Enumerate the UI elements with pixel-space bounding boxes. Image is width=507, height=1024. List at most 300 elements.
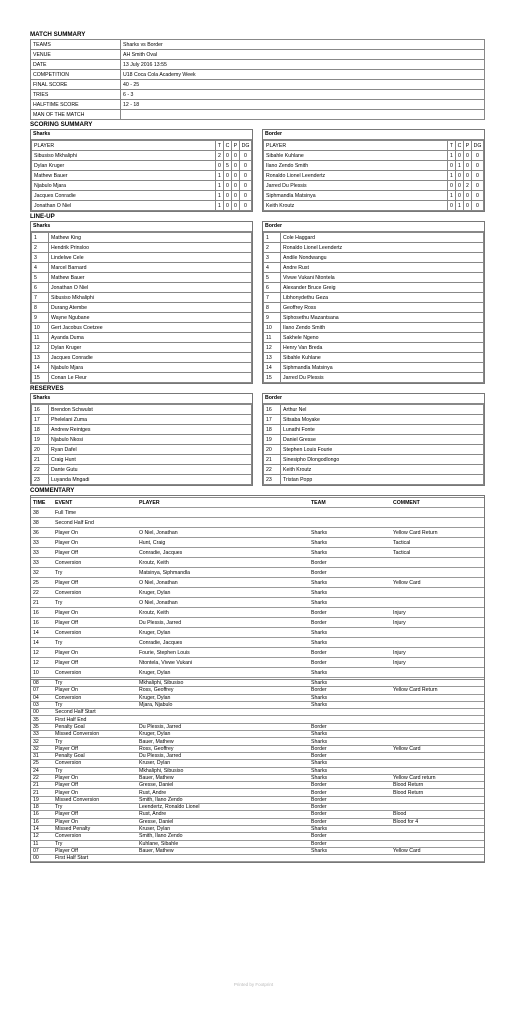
score-count: 0	[240, 171, 252, 181]
event-team: Border	[309, 752, 391, 759]
jersey-number: 1	[32, 233, 49, 243]
scoring-row	[264, 151, 484, 161]
jersey-number: 8	[32, 303, 49, 313]
section-title-reserves: RESERVES	[30, 385, 64, 392]
column-header: EVENT	[53, 498, 137, 508]
event-player: Du Plessis, Jarred	[137, 618, 309, 628]
event-type: Try	[53, 680, 137, 687]
section-title-lineup: LINE-UP	[30, 213, 55, 220]
event-comment: Blood for 4	[391, 818, 484, 825]
score-count: 0	[456, 191, 464, 201]
event-team: Border	[309, 840, 391, 847]
event-type: Missed Conversion	[53, 796, 137, 803]
event-time: 04	[31, 694, 53, 701]
event-player	[137, 709, 309, 716]
lineup-table	[263, 232, 484, 383]
lineup-row	[32, 323, 252, 333]
column-header: P	[232, 141, 240, 151]
event-type: Conversion	[53, 558, 137, 568]
score-count: 0	[472, 201, 484, 211]
commentary-header-row	[31, 498, 484, 508]
event-comment: Blood	[391, 811, 484, 818]
team-name: Sharks	[31, 130, 252, 140]
event-comment: Yellow Card	[391, 745, 484, 752]
reserves-table	[263, 404, 484, 485]
event-type: Player Off	[53, 658, 137, 668]
event-comment	[391, 668, 484, 678]
commentary-row	[31, 558, 484, 568]
lineup-row	[264, 343, 484, 353]
event-time: 24	[31, 767, 53, 774]
event-team	[309, 716, 391, 723]
event-time: 11	[31, 840, 53, 847]
player-name: Luyanda Mngadi	[49, 475, 252, 485]
event-player: Kruger, Dylan	[137, 628, 309, 638]
lineup-row	[32, 373, 252, 383]
event-team: Sharks	[309, 760, 391, 767]
jersey-number: 19	[264, 435, 281, 445]
event-player	[137, 508, 309, 518]
event-team: Sharks	[309, 638, 391, 648]
lineup-row	[32, 253, 252, 263]
jersey-number: 3	[32, 253, 49, 263]
event-time: 33	[31, 731, 53, 738]
jersey-number: 21	[32, 455, 49, 465]
event-type: Player Off	[53, 618, 137, 628]
player-name: Njabulo Mjara	[49, 363, 252, 373]
event-time: 25	[31, 578, 53, 588]
lineup-row	[264, 323, 484, 333]
event-time: 12	[31, 833, 53, 840]
event-team: Sharks	[309, 628, 391, 638]
lineup-row	[264, 273, 484, 283]
summary-value: U18 Coca Cola Academy Week	[121, 70, 485, 80]
scoring-row	[264, 181, 484, 191]
jersey-number: 13	[264, 353, 281, 363]
event-player: Rust, Andre	[137, 811, 309, 818]
summary-value: 12 - 18	[121, 100, 485, 110]
player-name: Sinesipho Dlongodlongo	[281, 455, 484, 465]
jersey-number: 5	[32, 273, 49, 283]
player-name: Mathew Bauer	[49, 273, 252, 283]
team-name: Sharks	[31, 394, 252, 404]
lineup-row	[32, 333, 252, 343]
event-time: 14	[31, 638, 53, 648]
lineup-team-panel	[262, 221, 485, 384]
score-count: 0	[464, 151, 472, 161]
jersey-number: 15	[32, 373, 49, 383]
event-comment	[391, 738, 484, 745]
event-type: Full Time	[53, 508, 137, 518]
player-name: Henry Van Breda	[281, 343, 484, 353]
lineup-row	[264, 283, 484, 293]
summary-value: 13 July 2016 13:55	[121, 60, 485, 70]
lineup-row	[264, 293, 484, 303]
lineup-row	[264, 253, 484, 263]
event-player: Smith, Ilano Zendo	[137, 796, 309, 803]
player-name: Ronaldo Lionel Leendertz	[281, 243, 484, 253]
event-time: 22	[31, 588, 53, 598]
column-header: T	[448, 141, 456, 151]
jersey-number: 1	[264, 233, 281, 243]
event-time: 21	[31, 789, 53, 796]
column-header: T	[216, 141, 224, 151]
score-count: 0	[464, 171, 472, 181]
event-type: Player Off	[53, 847, 137, 854]
player-name: Keith Kroutz	[281, 465, 484, 475]
summary-value	[121, 110, 485, 120]
player-name: Craig Hunt	[49, 455, 252, 465]
player-name: Stephen Louis Fourie	[281, 445, 484, 455]
event-comment: Yellow Card Return	[391, 687, 484, 694]
reserves-row	[32, 405, 252, 415]
event-player: Conradie, Jacques	[137, 548, 309, 558]
jersey-number: 14	[32, 363, 49, 373]
commentary-row	[31, 709, 484, 716]
event-comment: Injury	[391, 658, 484, 668]
column-header: PLAYER	[264, 141, 448, 151]
event-type: Missed Conversion	[53, 731, 137, 738]
player-name: Phelelani Zuma	[49, 415, 252, 425]
event-team: Sharks	[309, 680, 391, 687]
reserves-row	[264, 465, 484, 475]
jersey-number: 12	[264, 343, 281, 353]
event-time: 16	[31, 608, 53, 618]
score-count: 0	[472, 191, 484, 201]
jersey-number: 8	[264, 303, 281, 313]
event-player: Kroutz, Keith	[137, 558, 309, 568]
event-time: 33	[31, 548, 53, 558]
lineup-row	[264, 243, 484, 253]
summary-value: 40 - 25	[121, 80, 485, 90]
score-count: 0	[448, 181, 456, 191]
summary-value: Sharks vs Border	[121, 40, 485, 50]
jersey-number: 3	[264, 253, 281, 263]
commentary-row	[31, 694, 484, 701]
scoring-row	[264, 161, 484, 171]
reserves-row	[32, 445, 252, 455]
jersey-number: 16	[264, 405, 281, 415]
jersey-number: 7	[32, 293, 49, 303]
player-name: Ilano Zendo Smith	[281, 323, 484, 333]
score-count: 0	[464, 161, 472, 171]
summary-label: TEAMS	[31, 40, 121, 50]
score-count: 0	[472, 171, 484, 181]
event-comment: Yellow Card Return	[391, 528, 484, 538]
jersey-number: 9	[264, 313, 281, 323]
event-player: Kroutz, Keith	[137, 608, 309, 618]
event-team: Sharks	[309, 847, 391, 854]
jersey-number: 20	[32, 445, 49, 455]
event-type: Penalty Goal	[53, 723, 137, 730]
player-name: Ryan Dafel	[49, 445, 252, 455]
event-comment	[391, 558, 484, 568]
event-type: Player Off	[53, 811, 137, 818]
commentary-row	[31, 687, 484, 694]
event-player: Kruser, Dylan	[137, 760, 309, 767]
event-comment	[391, 568, 484, 578]
lineup-table	[31, 232, 252, 383]
event-team: Sharks	[309, 731, 391, 738]
event-type: Conversion	[53, 760, 137, 767]
event-player: Bauer, Mathew	[137, 847, 309, 854]
jersey-number: 4	[32, 263, 49, 273]
event-type: Conversion	[53, 694, 137, 701]
event-player: O Niel, Jonathan	[137, 578, 309, 588]
jersey-number: 23	[32, 475, 49, 485]
event-team: Sharks	[309, 578, 391, 588]
scoring-summary	[30, 129, 485, 212]
event-player: Bauer, Mathew	[137, 738, 309, 745]
event-player: Mkhaliphi, Sibusiso	[137, 767, 309, 774]
score-count: 0	[448, 161, 456, 171]
event-team: Border	[309, 558, 391, 568]
event-comment	[391, 752, 484, 759]
event-player: Ntontela, Vivwe Vukani	[137, 658, 309, 668]
summary-row	[31, 60, 485, 70]
event-team: Border	[309, 687, 391, 694]
event-type: Try	[53, 701, 137, 708]
team-name: Sharks	[31, 222, 252, 232]
event-comment	[391, 518, 484, 528]
event-comment: Yellow Card	[391, 578, 484, 588]
event-team: Sharks	[309, 825, 391, 832]
lineup-row	[264, 333, 484, 343]
player-name: Sakhele Ngeno	[281, 333, 484, 343]
jersey-number: 7	[264, 293, 281, 303]
jersey-number: 11	[264, 333, 281, 343]
jersey-number: 21	[264, 455, 281, 465]
event-player: Du Plessis, Jarred	[137, 723, 309, 730]
player-name: Siphmandla Matsinya	[264, 191, 448, 201]
scoring-header-row	[264, 141, 484, 151]
commentary-row	[31, 767, 484, 774]
player-name: Andile Nondwangu	[281, 253, 484, 263]
summary-value: 6 - 3	[121, 90, 485, 100]
commentary-row	[31, 833, 484, 840]
player-name: Sibusiso Mkhaliphi	[49, 293, 252, 303]
event-team: Sharks	[309, 767, 391, 774]
column-header: C	[224, 141, 232, 151]
event-comment	[391, 628, 484, 638]
reserves-row	[264, 475, 484, 485]
score-count: 0	[464, 201, 472, 211]
column-header: P	[464, 141, 472, 151]
event-comment: Blood Return	[391, 789, 484, 796]
event-time: 16	[31, 811, 53, 818]
event-player: Kruser, Dylan	[137, 825, 309, 832]
footer-credit: Printed by Footprint	[233, 982, 274, 987]
event-team: Border	[309, 658, 391, 668]
event-type: Try	[53, 638, 137, 648]
event-player: Matsinya, Siphmandla	[137, 568, 309, 578]
score-count: 1	[456, 161, 464, 171]
commentary-row	[31, 638, 484, 648]
commentary-row	[31, 628, 484, 638]
jersey-number: 15	[264, 373, 281, 383]
event-player: Kruger, Dylan	[137, 588, 309, 598]
event-comment: Injury	[391, 618, 484, 628]
event-team: Sharks	[309, 588, 391, 598]
player-name: Lindelwe Cele	[49, 253, 252, 263]
event-comment	[391, 694, 484, 701]
jersey-number: 18	[264, 425, 281, 435]
event-comment	[391, 825, 484, 832]
commentary-row	[31, 840, 484, 847]
event-comment	[391, 638, 484, 648]
jersey-number: 9	[32, 313, 49, 323]
jersey-number: 11	[32, 333, 49, 343]
player-name: Jacques Conradie	[32, 191, 216, 201]
event-type: Try	[53, 767, 137, 774]
event-player	[137, 518, 309, 528]
summary-label: MAN OF THE MATCH	[31, 110, 121, 120]
jersey-number: 6	[264, 283, 281, 293]
event-comment	[391, 598, 484, 608]
player-name: Geoffrey Ross	[281, 303, 484, 313]
event-comment	[391, 731, 484, 738]
event-comment	[391, 701, 484, 708]
player-name: Andrew Reintges	[49, 425, 252, 435]
event-time: 19	[31, 796, 53, 803]
lineup-row	[264, 233, 484, 243]
event-comment: Tactical	[391, 538, 484, 548]
score-count: 0	[472, 151, 484, 161]
player-name: Jonathan O Niel	[49, 283, 252, 293]
event-player: Du Plessis, Jarred	[137, 752, 309, 759]
lineup-row	[32, 243, 252, 253]
player-name: Mathew King	[49, 233, 252, 243]
section-title-commentary: COMMENTARY	[30, 487, 75, 494]
lineup-row	[32, 363, 252, 373]
event-time: 07	[31, 687, 53, 694]
event-comment	[391, 680, 484, 687]
player-name: Marcel Barnard	[49, 263, 252, 273]
score-count: 1	[456, 201, 464, 211]
event-time: 16	[31, 818, 53, 825]
event-type: Second Half Start	[53, 709, 137, 716]
player-name: Mathew Bauer	[32, 171, 216, 181]
lineup-row	[32, 273, 252, 283]
commentary-row	[31, 658, 484, 668]
event-time: 16	[31, 618, 53, 628]
event-comment	[391, 804, 484, 811]
commentary-row	[31, 774, 484, 781]
event-time: 12	[31, 658, 53, 668]
event-time: 32	[31, 745, 53, 752]
commentary-row	[31, 782, 484, 789]
event-player: Mkhaliphi, Sibusiso	[137, 680, 309, 687]
summary-row	[31, 40, 485, 50]
player-name: Hendrik Prinsloo	[49, 243, 252, 253]
player-name: Brendon Schwulst	[49, 405, 252, 415]
summary-label: HALFTIME SCORE	[31, 100, 121, 110]
event-time: 18	[31, 804, 53, 811]
lineup-row	[32, 263, 252, 273]
score-count: 0	[472, 161, 484, 171]
column-header: DG	[240, 141, 252, 151]
player-name: Cole Haggard	[281, 233, 484, 243]
column-header: PLAYER	[32, 141, 216, 151]
event-time: 35	[31, 723, 53, 730]
score-count: 0	[232, 161, 240, 171]
column-header: COMMENT	[391, 498, 484, 508]
reserves-row	[264, 445, 484, 455]
event-type: Conversion	[53, 833, 137, 840]
commentary-row	[31, 701, 484, 708]
player-name: Njabulo Nkosi	[49, 435, 252, 445]
score-count: 0	[240, 161, 252, 171]
summary-row	[31, 70, 485, 80]
event-time: 36	[31, 528, 53, 538]
column-header: C	[456, 141, 464, 151]
event-comment: Blood Return	[391, 782, 484, 789]
event-type: Player On	[53, 538, 137, 548]
summary-label: DATE	[31, 60, 121, 70]
event-type: First Half Start	[53, 855, 137, 862]
match-summary-table	[30, 39, 485, 120]
event-time: 22	[31, 774, 53, 781]
event-comment	[391, 796, 484, 803]
lineup-row	[32, 353, 252, 363]
commentary-row	[31, 716, 484, 723]
jersey-number: 10	[264, 323, 281, 333]
scoring-table	[31, 140, 252, 211]
score-count: 0	[224, 201, 232, 211]
scoring-row	[32, 201, 252, 211]
event-comment: Injury	[391, 648, 484, 658]
commentary-row	[31, 745, 484, 752]
player-name: Arthur Nel	[281, 405, 484, 415]
jersey-number: 4	[264, 263, 281, 273]
score-count: 0	[232, 201, 240, 211]
event-type: Player On	[53, 687, 137, 694]
jersey-number: 18	[32, 425, 49, 435]
event-time: 12	[31, 648, 53, 658]
score-count: 0	[232, 181, 240, 191]
jersey-number: 2	[32, 243, 49, 253]
commentary-row	[31, 538, 484, 548]
lineup	[30, 221, 485, 384]
event-type: Try	[53, 598, 137, 608]
jersey-number: 10	[32, 323, 49, 333]
player-name: Daniel Gresse	[281, 435, 484, 445]
event-comment: Injury	[391, 608, 484, 618]
reserves-row	[32, 425, 252, 435]
column-header: DG	[472, 141, 484, 151]
column-header: PLAYER	[137, 498, 309, 508]
lineup-row	[264, 263, 484, 273]
event-team: Border	[309, 568, 391, 578]
event-player: O Niel, Jonathan	[137, 598, 309, 608]
reserves-row	[32, 475, 252, 485]
score-count: 2	[216, 151, 224, 161]
scoring-row	[264, 191, 484, 201]
score-count: 0	[224, 181, 232, 191]
event-team: Border	[309, 782, 391, 789]
lineup-row	[32, 233, 252, 243]
commentary-row	[31, 738, 484, 745]
commentary-table	[31, 497, 484, 678]
event-team	[309, 518, 391, 528]
score-count: 1	[216, 201, 224, 211]
event-comment: Yellow Card return	[391, 774, 484, 781]
jersey-number: 19	[32, 435, 49, 445]
event-player: Mjara, Njabulo	[137, 701, 309, 708]
event-type: Player On	[53, 608, 137, 618]
commentary-row	[31, 811, 484, 818]
jersey-number: 14	[264, 363, 281, 373]
